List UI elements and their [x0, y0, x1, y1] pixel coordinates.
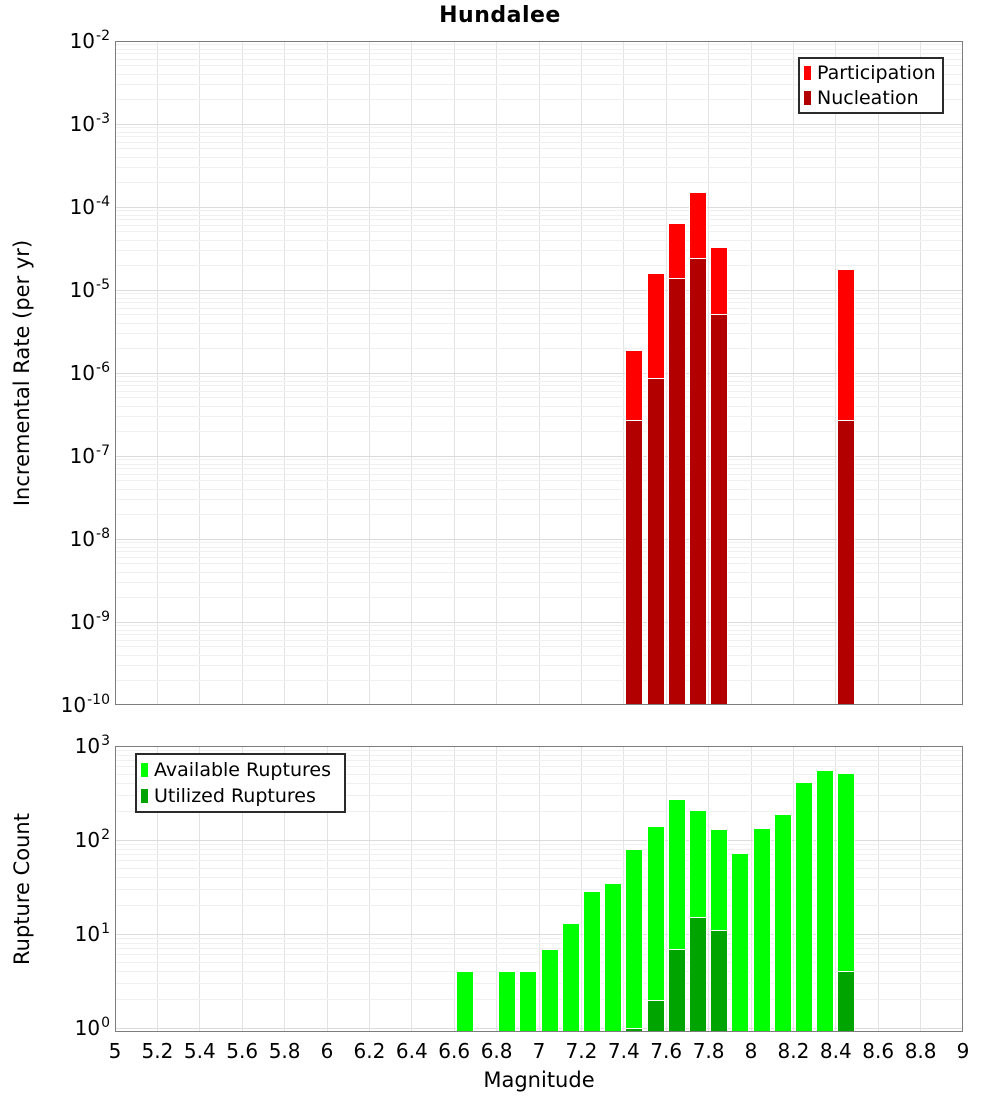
gridline-minor [115, 750, 963, 751]
gridline-minor [115, 630, 963, 631]
gridline-minor [115, 431, 963, 432]
y-tick-label: $10^{-3}$ [69, 111, 110, 136]
bar-available [604, 883, 622, 1032]
legend-swatch [141, 763, 148, 777]
y-tick-label: $10^{-4}$ [69, 194, 110, 219]
x-tick-label: 9 [956, 1039, 970, 1063]
x-tick-label: 7 [532, 1039, 546, 1063]
gridline-minor [115, 157, 963, 158]
legend-item [804, 86, 938, 110]
gridline-minor [115, 597, 963, 598]
gridline-minor [115, 844, 963, 845]
gridline-minor [115, 333, 963, 334]
gridline-minor [115, 680, 963, 681]
legend-label: Available Ruptures [154, 759, 331, 782]
bar-utilized [837, 971, 855, 1032]
x-tick-label: 5.6 [226, 1039, 259, 1063]
gridline-minor [115, 376, 963, 377]
gridline-minor [115, 625, 963, 626]
bar-utilized [668, 949, 686, 1032]
gridline-minor [115, 999, 963, 1000]
gridline-minor [115, 298, 963, 299]
bar-available [583, 891, 601, 1032]
bar-available [519, 971, 537, 1032]
gridline-minor [115, 489, 963, 490]
legend-label: Participation [817, 62, 936, 85]
gridline-minor [115, 646, 963, 647]
gridline-minor [115, 634, 963, 635]
gridline-minor [115, 293, 963, 294]
bar-available [456, 971, 474, 1032]
legend-bottom [135, 753, 346, 813]
y-axis-label-top: Incremental Rate (per yr) [10, 239, 34, 507]
y-tick-label: $10^{-9}$ [69, 609, 110, 634]
gridline-minor [115, 547, 963, 548]
legend-item [141, 784, 340, 808]
gridline-minor [115, 53, 963, 54]
gridline-minor [115, 148, 963, 149]
bar-utilized [647, 1000, 665, 1032]
gridline-minor [115, 962, 963, 963]
gridline-minor [115, 167, 963, 168]
gridline-minor [115, 563, 963, 564]
gridline-minor [115, 551, 963, 552]
x-tick-label: 8.2 [777, 1039, 810, 1063]
x-tick-label: 5 [108, 1039, 122, 1063]
x-tick-label: 8.6 [862, 1039, 895, 1063]
x-tick-label: 8.8 [904, 1039, 937, 1063]
y-tick-label: $10^{-8}$ [69, 526, 110, 551]
gridline-minor [115, 983, 963, 984]
x-tick-label: 7.4 [607, 1039, 640, 1063]
bar-nucleation [837, 420, 855, 705]
gridline-major [115, 934, 963, 935]
bar-available [625, 849, 643, 1032]
bar-utilized [625, 1028, 643, 1032]
gridline-minor [115, 308, 963, 309]
bar-available [753, 828, 771, 1032]
gridline-minor [115, 474, 963, 475]
bar-available [795, 782, 813, 1032]
legend-swatch [804, 91, 811, 105]
gridline-major [115, 124, 963, 125]
y-tick-label: $10^2$ [74, 827, 110, 852]
gridline-minor [115, 215, 963, 216]
gridline-minor [115, 665, 963, 666]
gridline-minor [115, 225, 963, 226]
bar-available [816, 770, 834, 1032]
bar-nucleation [710, 314, 728, 705]
bar-available [774, 814, 792, 1032]
x-tick-label: 7.2 [565, 1039, 598, 1063]
bar-utilized [689, 917, 707, 1032]
legend-swatch [804, 66, 811, 80]
gridline-minor [115, 889, 963, 890]
x-tick-label: 5.8 [268, 1039, 301, 1063]
bar-available [731, 853, 749, 1032]
x-tick-label: 5.2 [141, 1039, 174, 1063]
gridline-minor [115, 127, 963, 128]
gridline-minor [115, 480, 963, 481]
gridline-minor [115, 655, 963, 656]
gridline-minor [115, 406, 963, 407]
x-tick-label: 6 [320, 1039, 334, 1063]
gridline-major [115, 207, 963, 208]
gridline-minor [115, 136, 963, 137]
gridline-minor [115, 265, 963, 266]
gridline-minor [115, 954, 963, 955]
gridline-minor [115, 948, 963, 949]
gridline-minor [115, 416, 963, 417]
gridline-minor [115, 514, 963, 515]
gridline-minor [115, 323, 963, 324]
gridline-minor [115, 468, 963, 469]
bar-nucleation [689, 258, 707, 705]
legend-item [804, 61, 938, 85]
bar-available [498, 971, 516, 1032]
gridline-minor [115, 582, 963, 583]
gridline-minor [115, 231, 963, 232]
x-tick-label: 6.4 [395, 1039, 428, 1063]
bar-nucleation [625, 420, 643, 705]
x-tick-label: 8.4 [819, 1039, 852, 1063]
bar-nucleation [647, 378, 665, 705]
gridline-major [115, 373, 963, 374]
legend-item [141, 758, 340, 782]
gridline-minor [115, 49, 963, 50]
gridline-minor [115, 210, 963, 211]
bar-nucleation [668, 278, 686, 705]
bar-available [562, 923, 580, 1032]
gridline-minor [115, 971, 963, 972]
gridline-minor [115, 314, 963, 315]
gridline-minor [115, 464, 963, 465]
chart-title: Hundalee [439, 3, 561, 28]
x-tick-label: 6.2 [353, 1039, 386, 1063]
gridline-minor [115, 542, 963, 543]
gridline-minor [115, 938, 963, 939]
bar-utilized [710, 930, 728, 1032]
gridline-minor [115, 44, 963, 45]
y-tick-label: $10^{-5}$ [69, 277, 110, 302]
gridline-minor [115, 381, 963, 382]
y-tick-label: $10^{-6}$ [69, 360, 110, 385]
x-tick-label: 8 [744, 1039, 758, 1063]
gridline-minor [115, 572, 963, 573]
y-tick-label: $10^1$ [74, 921, 110, 946]
y-tick-label: $10^{-2}$ [69, 28, 110, 53]
legend-label: Utilized Ruptures [154, 784, 316, 807]
x-tick-label: 7.6 [650, 1039, 683, 1063]
gridline-minor [115, 854, 963, 855]
gridline-minor [115, 557, 963, 558]
y-axis-label-bottom: Rupture Count [10, 813, 34, 965]
y-tick-label: $10^0$ [74, 1015, 110, 1040]
gridline-minor [115, 877, 963, 878]
gridline-major [115, 456, 963, 457]
gridline-minor [115, 459, 963, 460]
gridline-minor [115, 849, 963, 850]
gridline-major [115, 290, 963, 291]
legend-top [798, 57, 944, 114]
gridline-minor [115, 348, 963, 349]
legend-label: Nucleation [817, 86, 919, 109]
y-tick-label: $10^{-7}$ [69, 443, 110, 468]
gridline-minor [115, 250, 963, 251]
gridline-minor [115, 240, 963, 241]
x-tick-label: 6.6 [438, 1039, 471, 1063]
x-axis-label: Magnitude [483, 1068, 595, 1092]
gridline-minor [115, 219, 963, 220]
gridline-minor [115, 385, 963, 386]
gridline-minor [115, 868, 963, 869]
gridline-minor [115, 397, 963, 398]
gridline-minor [115, 640, 963, 641]
x-tick-label: 5.4 [183, 1039, 216, 1063]
gridline-minor [115, 182, 963, 183]
gridline-major [115, 840, 963, 841]
gridline-minor [115, 142, 963, 143]
x-tick-label: 7.8 [692, 1039, 725, 1063]
y-tick-label: $10^{-10}$ [60, 692, 110, 717]
gridline-major [115, 1028, 963, 1029]
gridline-minor [115, 302, 963, 303]
y-tick-label: $10^3$ [74, 733, 110, 758]
bar-available [541, 949, 559, 1032]
gridline-minor [115, 905, 963, 906]
gridline-major [115, 622, 963, 623]
gridline-minor [115, 860, 963, 861]
gridline-minor [115, 943, 963, 944]
x-tick-label: 6.8 [480, 1039, 513, 1063]
gridline-minor [115, 132, 963, 133]
legend-swatch [141, 789, 148, 803]
gridline-minor [115, 499, 963, 500]
gridline-minor [115, 391, 963, 392]
gridline-major [115, 539, 963, 540]
